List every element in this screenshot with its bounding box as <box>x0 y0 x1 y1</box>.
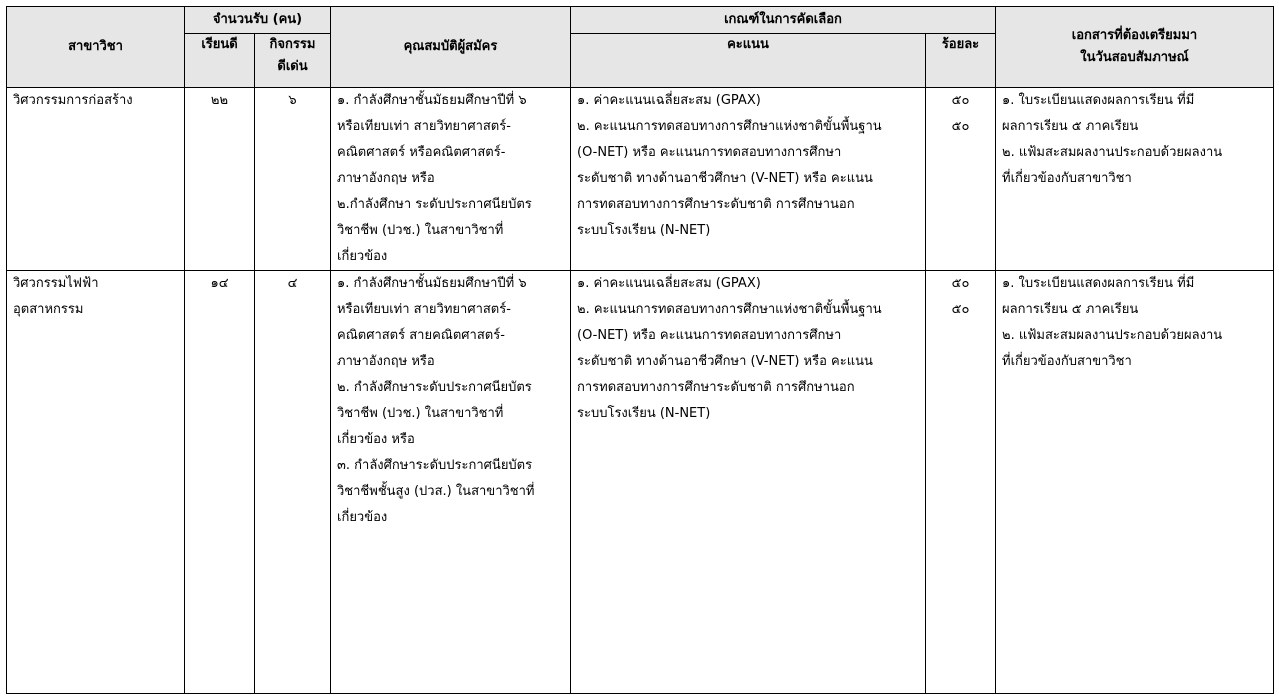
documents-cell <box>996 88 1274 271</box>
qualification-line: ๒.กำลังศึกษา ระดับประกาศนียบัตร <box>337 197 532 212</box>
percent-cell <box>926 88 996 271</box>
document-line: ๒. แฟ้มสะสมผลงานประกอบด้วยผลงาน <box>1002 145 1223 160</box>
score-line: (O-NET) หรือ คะแนนการทดสอบทางการศึกษา <box>577 328 842 343</box>
document-line: ๑. ใบระเบียนแสดงผลการเรียน ที่มี <box>1002 276 1195 291</box>
documents-cell <box>996 271 1274 694</box>
document-line: ผลการเรียน ๕ ภาคเรียน <box>1002 119 1139 134</box>
qualification-line: วิชาชีพ (ปวช.) ในสาขาวิชาที่ <box>337 223 504 238</box>
score-line: ๒. คะแนนการทดสอบทางการศึกษาแห่งชาติขั้นพื้นฐาน <box>577 119 882 134</box>
major-line: วิศวกรรมการก่อสร้าง <box>13 93 133 108</box>
percent-cell <box>926 271 996 694</box>
score-line: ระดับชาติ ทางด้านอาชีวศึกษา (V-NET) หรือ คะแนน <box>577 171 873 186</box>
header-regular: เรียนดี <box>185 34 255 88</box>
qualification-line: วิชาชีพชั้นสูง (ปวส.) ในสาขาวิชาที่ <box>337 484 535 499</box>
header-documents <box>996 7 1274 88</box>
qualification-line: เกี่ยวข้อง หรือ <box>337 432 415 447</box>
score-line: ๑. ค่าคะแนนเฉลี่ยสะสม (GPAX) <box>577 93 761 108</box>
score-line: ระดับชาติ ทางด้านอาชีวศึกษา (V-NET) หรือ คะแนน <box>577 354 873 369</box>
qualification-line: หรือเทียบเท่า สายวิทยาศาสตร์- <box>337 302 511 317</box>
qualification-line: ภาษาอังกฤษ หรือ <box>337 171 435 186</box>
activity-quota-cell: ๔ <box>255 271 331 694</box>
major-cell <box>7 271 185 694</box>
percent-value: ๕๐ <box>951 276 970 291</box>
header-percent: ร้อยละ <box>926 34 996 88</box>
document-line: ที่เกี่ยวข้องกับสาขาวิชา <box>1002 171 1132 186</box>
header-score: คะแนน <box>571 34 926 88</box>
qualification-line: เกี่ยวข้อง <box>337 510 388 525</box>
score-line: การทดสอบทางการศึกษาระดับชาติ การศึกษานอก <box>577 380 855 395</box>
qualification-line: ภาษาอังกฤษ หรือ <box>337 354 435 369</box>
score-cell <box>571 88 926 271</box>
header-quota: จำนวนรับ (คน) <box>185 7 331 34</box>
document-line: ๑. ใบระเบียนแสดงผลการเรียน ที่มี <box>1002 93 1195 108</box>
qualification-cell <box>331 88 571 271</box>
qualification-line: คณิตศาสตร์ หรือคณิตศาสตร์- <box>337 145 506 160</box>
qualification-line: เกี่ยวข้อง <box>337 249 388 264</box>
header-qualification: คุณสมบัติผู้สมัคร <box>331 7 571 88</box>
percent-value: ๕๐ <box>951 302 970 317</box>
header-major: สาขาวิชา <box>7 7 185 88</box>
header-documents-line2: ในวันสอบสัมภาษณ์ <box>1080 50 1189 65</box>
header-documents-line1: เอกสารที่ต้องเตรียมมา <box>1071 28 1198 43</box>
qualification-line: ๑. กำลังศึกษาชั้นมัธยมศึกษาปีที่ ๖ <box>337 93 527 108</box>
score-line: (O-NET) หรือ คะแนนการทดสอบทางการศึกษา <box>577 145 842 160</box>
score-line: ระบบโรงเรียน (N-NET) <box>577 223 711 238</box>
score-line: ระบบโรงเรียน (N-NET) <box>577 406 711 421</box>
qualification-cell <box>331 271 571 694</box>
document-line: ที่เกี่ยวข้องกับสาขาวิชา <box>1002 354 1132 369</box>
qualification-line: ๒. กำลังศึกษาระดับประกาศนียบัตร <box>337 380 532 395</box>
header-activity <box>255 34 331 88</box>
major-line: วิศวกรรมไฟฟ้า <box>13 276 99 291</box>
regular-quota-cell: ๒๒ <box>185 88 255 271</box>
qualification-line: วิชาชีพ (ปวช.) ในสาขาวิชาที่ <box>337 406 504 421</box>
qualification-line: ๑. กำลังศึกษาชั้นมัธยมศึกษาปีที่ ๖ <box>337 276 527 291</box>
table-row <box>7 88 1274 271</box>
score-line: การทดสอบทางการศึกษาระดับชาติ การศึกษานอก <box>577 197 855 212</box>
qualification-line: คณิตศาสตร์ สายคณิตศาสตร์- <box>337 328 505 343</box>
score-line: ๑. ค่าคะแนนเฉลี่ยสะสม (GPAX) <box>577 276 761 291</box>
admission-table <box>6 6 1274 694</box>
score-line: ๒. คะแนนการทดสอบทางการศึกษาแห่งชาติขั้นพื้นฐาน <box>577 302 882 317</box>
header-activity-line2: ดีเด่น <box>277 59 308 74</box>
document-line: ๒. แฟ้มสะสมผลงานประกอบด้วยผลงาน <box>1002 328 1223 343</box>
major-cell <box>7 88 185 271</box>
table-row <box>7 271 1274 694</box>
percent-value: ๕๐ <box>951 93 970 108</box>
header-criteria: เกณฑ์ในการคัดเลือก <box>571 7 996 34</box>
header-activity-line1: กิจกรรม <box>269 37 316 52</box>
activity-quota-cell: ๖ <box>255 88 331 271</box>
qualification-line: หรือเทียบเท่า สายวิทยาศาสตร์- <box>337 119 511 134</box>
document-line: ผลการเรียน ๕ ภาคเรียน <box>1002 302 1139 317</box>
score-cell <box>571 271 926 694</box>
regular-quota-cell: ๑๔ <box>185 271 255 694</box>
qualification-line: ๓. กำลังศึกษาระดับประกาศนียบัตร <box>337 458 533 473</box>
major-line: อุตสาหกรรม <box>13 302 84 317</box>
percent-value: ๕๐ <box>951 119 970 134</box>
